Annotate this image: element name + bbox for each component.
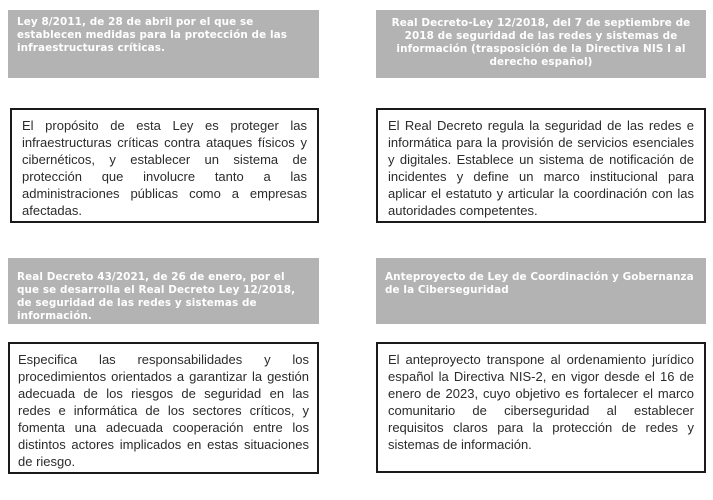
law-description-anteproyecto: El anteproyecto transpone al ordenamiento jurídico español la Directiva NIS-2, en vigor desde el 16 de enero de 2023, cuyo objetivo es fortalecer el marco comunitario de ciberseguridad al establecer requisitos claros para la protección de redes y sistemas de información. [376,342,706,473]
law-description-rd-43-2021: Especifica las responsabilidades y los procedimientos orientados a garantizar la gestión adecuada de los riesgos de seguridad en las redes e informática de los sectores críticos, y fomenta una adecuada cooperación entre los distintos actores implicados en estas situaciones de riesgo. [8,342,319,474]
law-header-ley-8-2011: Ley 8/2011, de 28 de abril por el que se establecen medidas para la protección de las infraestructuras críticas. [8,10,319,78]
law-header-rdl-12-2018: Real Decreto-Ley 12/2018, del 7 de septiembre de 2018 de seguridad de las redes y sistemas de información (trasposición de la Directiva NIS I al derecho español) [376,10,706,78]
law-header-anteproyecto: Anteproyecto de Ley de Coordinación y Gobernanza de la Ciberseguridad [376,258,706,324]
law-header-rd-43-2021: Real Decreto 43/2021, de 26 de enero, por el que se desarrolla el Real Decreto Ley 12/2018, de seguridad de las redes y sistemas de información. [8,258,319,324]
law-description-ley-8-2011: El propósito de esta Ley es proteger las infraestructuras críticas contra ataques físicos y cibernéticos, y establecer un sistema de protección que involucre tanto a las administraciones públicas como a empresas afectadas. [10,108,319,223]
law-description-rdl-12-2018: El Real Decreto regula la seguridad de las redes e informática para la provisión de servicios esenciales y digitales. Establece un sistema de notificación de incidentes y define un marco institucional para aplicar el estatuto y articular la coordinación con las autoridades competentes. [376,108,706,223]
